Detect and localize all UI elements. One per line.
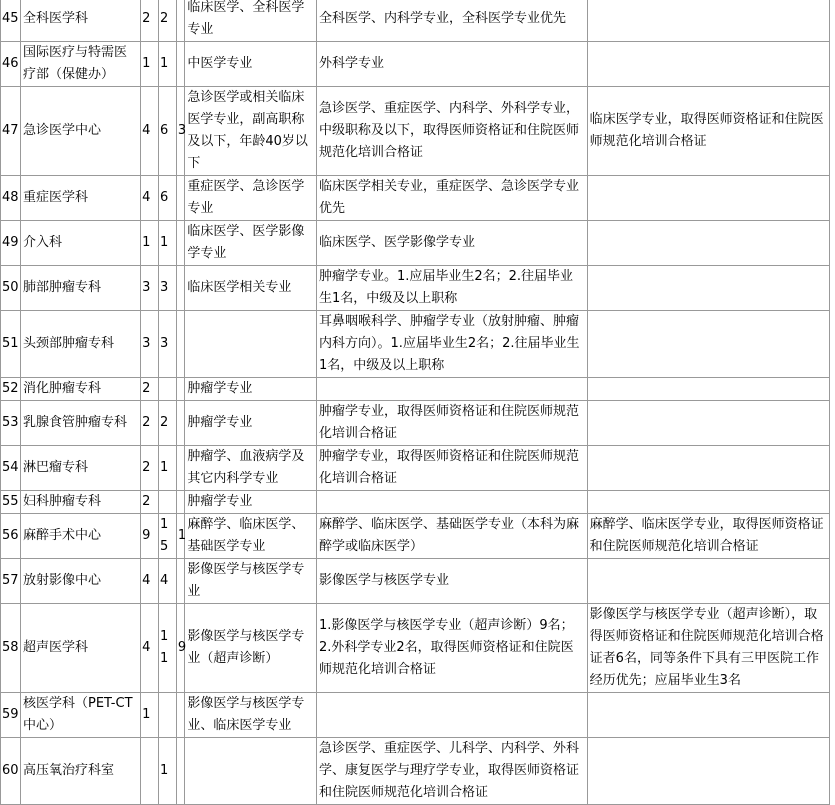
count-a-cell: 2 bbox=[141, 0, 159, 42]
department-cell: 高压氧治疗科室 bbox=[21, 738, 141, 805]
count-c-cell bbox=[176, 491, 184, 514]
table-row bbox=[1, 693, 830, 738]
row-number-cell: 46 bbox=[1, 42, 21, 87]
count-a-cell: 2 bbox=[141, 401, 159, 446]
department-cell: 麻醉手术中心 bbox=[21, 514, 141, 559]
extra-requirement-cell: 影像医学与核医学专业（超声诊断），取得医师资格证和住院医师规范化培训合格证者6名，同等条件下具有三甲医院工作经历优先；应届毕业生3名 bbox=[587, 604, 829, 693]
count-c-cell bbox=[176, 401, 184, 446]
requirement-cell: 肿瘤学专业，取得医师资格证和住院医师规范化培训合格证 bbox=[316, 401, 587, 446]
requirement-cell: 影像医学与核医学专业 bbox=[316, 559, 587, 604]
count-c-cell bbox=[176, 176, 184, 221]
count-b-cell: 6 bbox=[158, 87, 176, 176]
requirement-cell: 急诊医学、重症医学、内科学、外科学专业，中级职称及以下，取得医师资格证和住院医师规范化培训合格证 bbox=[316, 87, 587, 176]
row-number-cell: 51 bbox=[1, 311, 21, 378]
table-row bbox=[1, 446, 830, 491]
major-cell: 急诊医学或相关临床医学专业，副高职称及以下，年龄40岁以下 bbox=[185, 87, 317, 176]
department-cell: 重症医学科 bbox=[21, 176, 141, 221]
department-cell: 妇科肿瘤专科 bbox=[21, 491, 141, 514]
major-cell: 临床医学相关专业 bbox=[185, 266, 317, 311]
department-cell: 肺部肿瘤专科 bbox=[21, 266, 141, 311]
count-c-cell bbox=[176, 0, 184, 42]
extra-requirement-cell bbox=[587, 378, 829, 401]
requirement-cell: 外科学专业 bbox=[316, 42, 587, 87]
requirement-cell: 麻醉学、临床医学、基础医学专业（本科为麻醉学或临床医学） bbox=[316, 514, 587, 559]
row-number-cell: 50 bbox=[1, 266, 21, 311]
count-b-cell: 1 bbox=[158, 446, 176, 491]
count-a-cell: 2 bbox=[141, 446, 159, 491]
row-number-cell: 60 bbox=[1, 738, 21, 805]
row-number-cell: 58 bbox=[1, 604, 21, 693]
major-cell bbox=[185, 738, 317, 805]
count-c-cell bbox=[176, 311, 184, 378]
major-cell: 肿瘤学专业 bbox=[185, 378, 317, 401]
count-c-cell bbox=[176, 266, 184, 311]
requirement-cell: 肿瘤学专业，取得医师资格证和住院医师规范化培训合格证 bbox=[316, 446, 587, 491]
major-cell: 重症医学、急诊医学专业 bbox=[185, 176, 317, 221]
count-c-cell bbox=[176, 378, 184, 401]
row-number-cell: 59 bbox=[1, 693, 21, 738]
count-c-cell bbox=[176, 738, 184, 805]
requirement-cell: 耳鼻咽喉科学、肿瘤学专业（放射肿瘤、肿瘤内科方向）。1.应届毕业生2名；2.往届毕业生1名，中级及以上职称 bbox=[316, 311, 587, 378]
major-cell: 肿瘤学、血液病学及其它内科学专业 bbox=[185, 446, 317, 491]
count-a-cell: 4 bbox=[141, 176, 159, 221]
department-cell: 超声医学科 bbox=[21, 604, 141, 693]
extra-requirement-cell bbox=[587, 0, 829, 42]
table-row bbox=[1, 221, 830, 266]
count-a-cell: 3 bbox=[141, 266, 159, 311]
requirement-cell: 1.影像医学与核医学专业（超声诊断）9名；2.外科学专业2名，取得医师资格证和住院医师规范化培训合格证 bbox=[316, 604, 587, 693]
count-c-cell: 9 bbox=[176, 604, 184, 693]
major-cell bbox=[185, 311, 317, 378]
count-a-cell: 4 bbox=[141, 87, 159, 176]
count-b-cell: 1 bbox=[158, 738, 176, 805]
extra-requirement-cell bbox=[587, 401, 829, 446]
count-b-cell: 1 bbox=[158, 221, 176, 266]
requirement-cell bbox=[316, 378, 587, 401]
extra-requirement-cell bbox=[587, 176, 829, 221]
extra-requirement-cell bbox=[587, 266, 829, 311]
extra-requirement-cell bbox=[587, 42, 829, 87]
table-row bbox=[1, 514, 830, 559]
count-c-cell bbox=[176, 42, 184, 87]
table-row bbox=[1, 559, 830, 604]
extra-requirement-cell: 临床医学专业，取得医师资格证和住院医师规范化培训合格证 bbox=[587, 87, 829, 176]
count-a-cell: 1 bbox=[141, 221, 159, 266]
row-number-cell: 55 bbox=[1, 491, 21, 514]
row-number-cell: 57 bbox=[1, 559, 21, 604]
row-number-cell: 54 bbox=[1, 446, 21, 491]
table-row bbox=[1, 266, 830, 311]
extra-requirement-cell bbox=[587, 693, 829, 738]
department-cell: 放射影像中心 bbox=[21, 559, 141, 604]
table-row bbox=[1, 176, 830, 221]
table-row bbox=[1, 0, 830, 42]
row-number-cell: 45 bbox=[1, 0, 21, 42]
department-cell: 淋巴瘤专科 bbox=[21, 446, 141, 491]
count-b-cell: 3 bbox=[158, 311, 176, 378]
count-a-cell: 2 bbox=[141, 491, 159, 514]
extra-requirement-cell bbox=[587, 738, 829, 805]
extra-requirement-cell: 麻醉学、临床医学专业，取得医师资格证和住院医师规范化培训合格证 bbox=[587, 514, 829, 559]
major-cell: 影像医学与核医学专业 bbox=[185, 559, 317, 604]
table-row bbox=[1, 42, 830, 87]
table-row bbox=[1, 604, 830, 693]
major-cell: 肿瘤学专业 bbox=[185, 401, 317, 446]
count-a-cell: 1 bbox=[141, 693, 159, 738]
count-a-cell: 9 bbox=[141, 514, 159, 559]
table-row bbox=[1, 491, 830, 514]
department-cell: 核医学科（PET-CT中心） bbox=[21, 693, 141, 738]
count-b-cell: 3 bbox=[158, 266, 176, 311]
extra-requirement-cell bbox=[587, 491, 829, 514]
count-b-cell: 6 bbox=[158, 176, 176, 221]
count-b-cell bbox=[158, 491, 176, 514]
count-b-cell: 2 bbox=[158, 401, 176, 446]
row-number-cell: 49 bbox=[1, 221, 21, 266]
department-cell: 国际医疗与特需医疗部（保健办） bbox=[21, 42, 141, 87]
table-row bbox=[1, 87, 830, 176]
count-b-cell: 2 bbox=[158, 0, 176, 42]
extra-requirement-cell bbox=[587, 221, 829, 266]
count-c-cell: 3 bbox=[176, 87, 184, 176]
major-cell: 中医学专业 bbox=[185, 42, 317, 87]
department-cell: 头颈部肿瘤专科 bbox=[21, 311, 141, 378]
table-row bbox=[1, 401, 830, 446]
count-a-cell: 3 bbox=[141, 311, 159, 378]
count-b-cell: 1 bbox=[158, 42, 176, 87]
count-a-cell bbox=[141, 738, 159, 805]
table-row bbox=[1, 311, 830, 378]
department-cell: 乳腺食管肿瘤专科 bbox=[21, 401, 141, 446]
count-a-cell: 4 bbox=[141, 559, 159, 604]
major-cell: 肿瘤学专业 bbox=[185, 491, 317, 514]
count-b-cell: 4 bbox=[158, 559, 176, 604]
count-b-cell bbox=[158, 693, 176, 738]
count-a-cell: 1 bbox=[141, 42, 159, 87]
count-b-cell: 11 bbox=[158, 604, 176, 693]
major-cell: 影像医学与核医学专业（超声诊断） bbox=[185, 604, 317, 693]
row-number-cell: 56 bbox=[1, 514, 21, 559]
requirement-cell: 临床医学、医学影像学专业 bbox=[316, 221, 587, 266]
requirement-cell bbox=[316, 693, 587, 738]
count-a-cell: 2 bbox=[141, 378, 159, 401]
count-c-cell bbox=[176, 221, 184, 266]
requirement-cell: 全科医学、内科学专业，全科医学专业优先 bbox=[316, 0, 587, 42]
row-number-cell: 53 bbox=[1, 401, 21, 446]
extra-requirement-cell bbox=[587, 311, 829, 378]
count-b-cell bbox=[158, 378, 176, 401]
table-body bbox=[1, 0, 830, 805]
row-number-cell: 48 bbox=[1, 176, 21, 221]
extra-requirement-cell bbox=[587, 559, 829, 604]
major-cell: 麻醉学、临床医学、基础医学专业 bbox=[185, 514, 317, 559]
major-cell: 影像医学与核医学专业、临床医学专业 bbox=[185, 693, 317, 738]
department-cell: 介入科 bbox=[21, 221, 141, 266]
requirement-cell: 急诊医学、重症医学、儿科学、内科学、外科学、康复医学与理疗学专业，取得医师资格证和住院医师规范化培训合格证 bbox=[316, 738, 587, 805]
count-c-cell bbox=[176, 559, 184, 604]
department-cell: 急诊医学中心 bbox=[21, 87, 141, 176]
count-a-cell: 4 bbox=[141, 604, 159, 693]
requirement-cell: 临床医学相关专业，重症医学、急诊医学专业优先 bbox=[316, 176, 587, 221]
department-cell: 全科医学科 bbox=[21, 0, 141, 42]
requirement-cell: 肿瘤学专业。1.应届毕业生2名；2.往届毕业生1名，中级及以上职称 bbox=[316, 266, 587, 311]
count-c-cell bbox=[176, 446, 184, 491]
count-b-cell: 15 bbox=[158, 514, 176, 559]
department-cell: 消化肿瘤专科 bbox=[21, 378, 141, 401]
table-row bbox=[1, 378, 830, 401]
count-c-cell bbox=[176, 693, 184, 738]
extra-requirement-cell bbox=[587, 446, 829, 491]
count-c-cell: 1 bbox=[176, 514, 184, 559]
row-number-cell: 47 bbox=[1, 87, 21, 176]
major-cell: 临床医学、医学影像学专业 bbox=[185, 221, 317, 266]
requirement-cell bbox=[316, 491, 587, 514]
major-cell: 临床医学、全科医学专业 bbox=[185, 0, 317, 42]
table-row bbox=[1, 738, 830, 805]
row-number-cell: 52 bbox=[1, 378, 21, 401]
